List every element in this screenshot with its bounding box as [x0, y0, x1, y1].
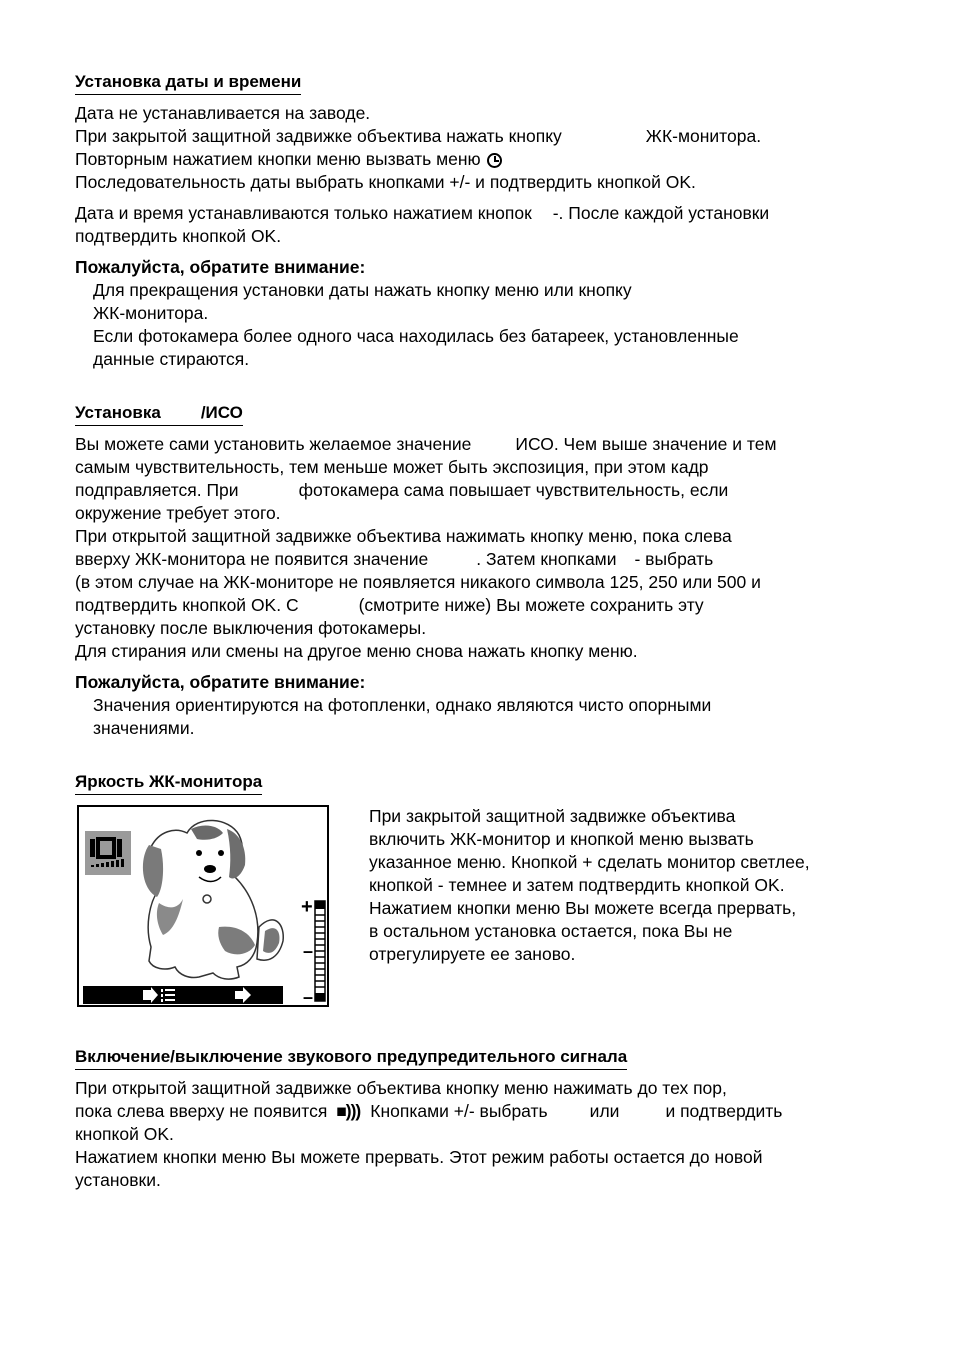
text-line: (в этом случае на ЖК-мониторе не появляется никакого символа 125, 250 или 500 и — [75, 572, 761, 592]
minus-label-bottom: – — [303, 987, 314, 1005]
text-line: Дата не устанавливается на заводе. — [75, 103, 371, 123]
brightness-menu-icon — [85, 831, 131, 875]
text-line: Вы можете сами установить желаемое значение ИСО. Чем выше значение и тем — [75, 434, 777, 454]
note-line: значениями. — [93, 718, 195, 738]
brightness-scale — [301, 896, 325, 1005]
text-line: кнопкой - темнее и затем подтвердить кнопкой OK. — [369, 875, 785, 895]
text-line: вверху ЖК-монитора не появится значение . Затем кнопками - выбрать — [75, 549, 714, 569]
text-line: подправляется. При фотокамера сама повышает чувствительность, если — [75, 480, 729, 500]
text-line: включить ЖК-монитор и кнопкой меню вызвать — [369, 829, 754, 849]
note-line: Значения ориентируются на фотопленки, однако являются чисто опорными — [93, 695, 712, 715]
text-line: пока слева вверху не появится ■))) Кнопками +/- выбрать или и подтвердить — [75, 1101, 783, 1121]
section-title-beep: Включение/выключение звукового предупредительного сигнала — [75, 1046, 627, 1070]
text-line: Для стирания или смены на другое меню снова нажать кнопку меню. — [75, 641, 638, 661]
text-line: окружение требует этого. — [75, 503, 281, 523]
clock-icon — [487, 153, 502, 168]
text-line: При открытой защитной задвижке объектива нажимать кнопку меню, пока слева — [75, 526, 732, 546]
text-line: При закрытой защитной задвижке объектива — [369, 806, 736, 826]
section-title-lcd-brightness: Яркость ЖК-монитора — [75, 771, 262, 795]
text-line: подтвердить кнопкой OK. С (смотрите ниже) Вы можете сохранить эту — [75, 595, 704, 615]
beep-icon: ■))) — [336, 1101, 361, 1121]
note-body — [75, 279, 895, 371]
note-title: Пожалуйста, обратите внимание: — [75, 672, 366, 692]
text-line: установки. — [75, 1170, 161, 1190]
text-line: Повторным нажатием кнопки меню вызвать меню — [75, 148, 895, 171]
note-line: данные стираются. — [93, 349, 250, 369]
dog-illustration — [143, 820, 283, 979]
section-date-time — [75, 70, 895, 371]
section-beep — [75, 1045, 895, 1192]
section-title-date-time: Установка даты и времени — [75, 71, 301, 95]
text-line: Последовательность даты выбрать кнопками +/- и подтвердить кнопкой OK. — [75, 172, 696, 192]
text-line: подтвердить кнопкой OK. — [75, 226, 282, 246]
note-body — [75, 694, 895, 740]
minus-label: – — [303, 941, 314, 961]
text-line: Нажатием кнопки меню Вы можете прервать. Этот режим работы остается до новой — [75, 1147, 763, 1167]
text-line: указанное меню. Кнопкой + сделать монитор светлее, — [369, 852, 810, 872]
lcd-screen-svg — [79, 807, 327, 1005]
text-line: в остальном установка остается, пока Вы не — [369, 921, 733, 941]
section-lcd-brightness — [75, 770, 895, 1007]
section-title-iso: Установка /ИСО — [75, 402, 243, 426]
lcd-description — [369, 805, 810, 1007]
note-line: ЖК-монитора. — [93, 303, 209, 323]
text-line: При закрытой защитной задвижке объектива нажать кнопку ЖК-монитора. — [75, 126, 762, 146]
section-iso — [75, 401, 895, 740]
text-line: кнопкой OK. — [75, 1124, 174, 1144]
note-line: Если фотокамера более одного часа находилась без батареек, установленные — [93, 326, 739, 346]
text-line: самым чувствительность, тем меньше может быть экспозиция, при этом кадр — [75, 457, 709, 477]
note-line: Для прекращения установки даты нажать кнопку меню или кнопку — [93, 280, 632, 300]
lcd-row — [75, 803, 895, 1007]
lcd-bottom-bar — [83, 986, 283, 1004]
text-line: отрегулируете ее заново. — [369, 944, 576, 964]
text-line: установку после выключения фотокамеры. — [75, 618, 427, 638]
text-line: При открытой защитной задвижке объектива кнопку меню нажимать до тех пор, — [75, 1078, 727, 1098]
note-title: Пожалуйста, обратите внимание: — [75, 257, 366, 277]
lcd-screen-illustration — [77, 805, 329, 1007]
plus-label: + — [301, 896, 313, 918]
text-line: Нажатием кнопки меню Вы можете всегда прервать, — [369, 898, 797, 918]
text-line: Дата и время устанавливаются только нажатием кнопок -. После каждой установки — [75, 203, 770, 223]
page-content — [75, 70, 895, 1192]
